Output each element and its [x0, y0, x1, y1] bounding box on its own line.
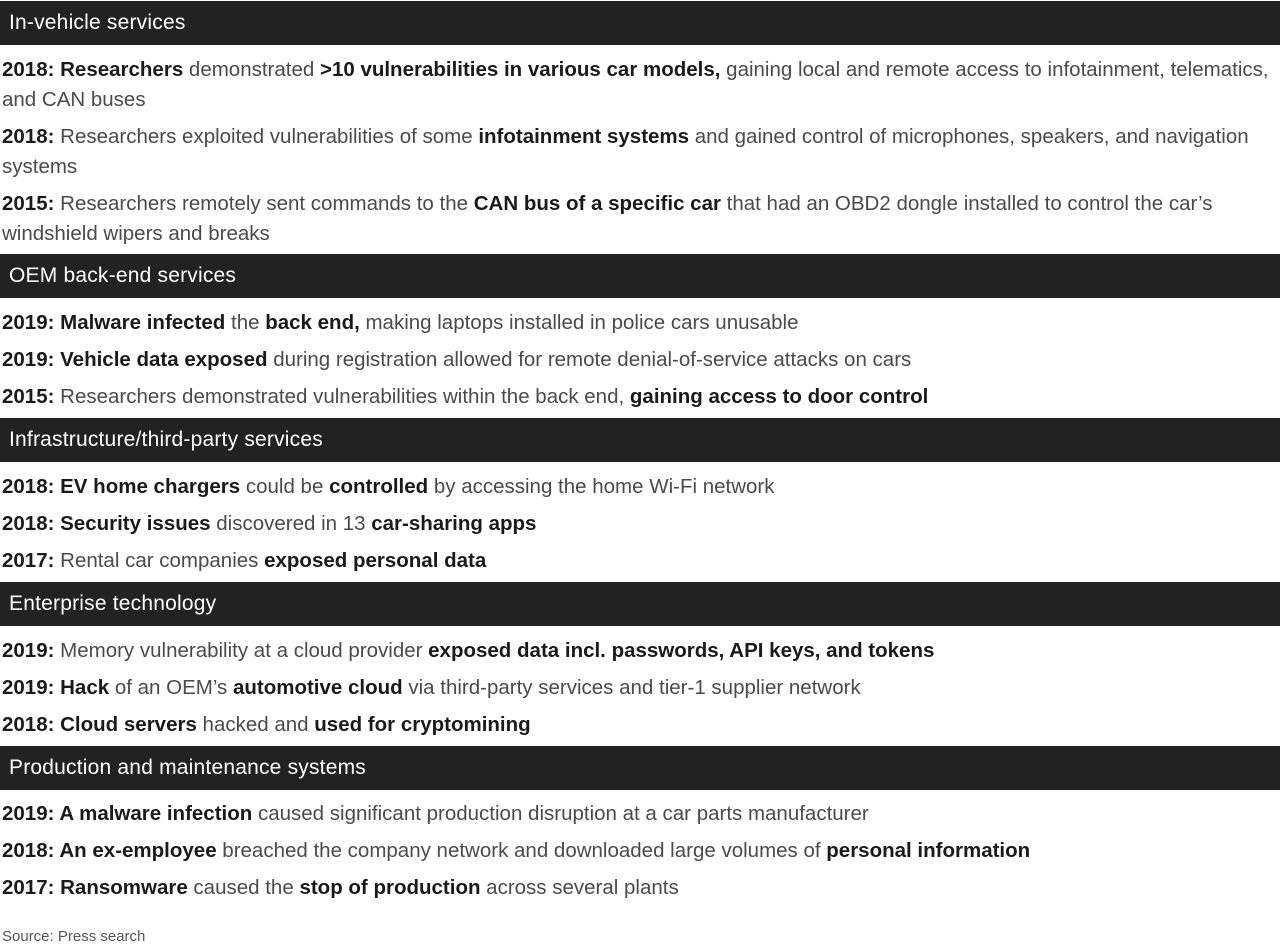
list-item	[2, 673, 1278, 703]
item-text: breached the company network and downloaded large volumes of	[216, 839, 827, 862]
list-item	[2, 189, 1278, 248]
item-text: demonstrated	[183, 58, 320, 81]
item-text-bold: 2015:	[2, 192, 55, 215]
item-text-bold: 2018: Cloud servers	[2, 713, 197, 736]
item-text-bold: CAN bus of a specific car	[473, 192, 721, 215]
item-text: Researchers exploited vulnerabilities of some	[54, 125, 479, 148]
item-text: the	[225, 311, 266, 334]
item-text-bold: >10 vulnerabilities in various car models,	[319, 58, 721, 81]
item-text: making laptops installed in police cars unusable	[359, 311, 799, 334]
item-text: by accessing the home Wi-Fi network	[428, 475, 775, 498]
list-item	[2, 308, 1278, 338]
source-note: Source: Press search	[2, 928, 146, 945]
item-text-bold: 2019: Hack	[2, 676, 110, 699]
item-text-bold: stop of production	[299, 876, 481, 899]
item-text-bold: car-sharing apps	[371, 512, 537, 535]
list-item	[2, 799, 1278, 829]
section-header-production: Production and maintenance systems	[0, 746, 1280, 790]
item-text-bold: gaining access to door control	[629, 385, 929, 408]
item-text-bold: exposed personal data	[264, 549, 487, 572]
item-text-bold: 2018: Researchers	[2, 58, 184, 81]
list-item	[2, 509, 1278, 539]
item-text-bold: controlled	[329, 475, 429, 498]
list-item	[2, 345, 1278, 375]
list-item	[2, 55, 1278, 114]
item-text: via third-party services and tier-1 supplier network	[402, 676, 861, 699]
section-header-oem-back-end: OEM back-end services	[0, 254, 1280, 298]
item-text: that had an OBD2 dongle installed to control the car’s windshield wipers and breaks	[2, 192, 1213, 245]
item-text: Memory vulnerability at a cloud provider	[54, 639, 429, 662]
item-text-bold: 2018: Security issues	[2, 512, 211, 535]
list-item	[2, 836, 1278, 866]
item-text-bold: 2019: Malware infected	[2, 311, 226, 334]
section-header-in-vehicle: In-vehicle services	[0, 1, 1280, 45]
item-text: gaining local and remote access to infotainment, telematics, and CAN buses	[2, 58, 1269, 111]
item-text: Rental car companies	[54, 549, 265, 572]
item-text-bold: personal information	[826, 839, 1031, 862]
section-header-enterprise: Enterprise technology	[0, 582, 1280, 626]
item-text: of an OEM’s	[109, 676, 233, 699]
list-item	[2, 472, 1278, 502]
item-text-bold: 2018: An ex-employee	[2, 839, 217, 862]
item-text-bold: 2019: A malware infection	[2, 802, 253, 825]
item-text-bold: 2019:	[2, 639, 55, 662]
item-text: caused significant production disruption at a car parts manufacturer	[252, 802, 869, 825]
item-text-bold: back end,	[265, 311, 360, 334]
item-text: and gained control of microphones, speakers, and navigation systems	[2, 125, 1249, 178]
list-item	[2, 382, 1278, 412]
item-text-bold: 2017:	[2, 549, 55, 572]
list-item	[2, 636, 1278, 666]
item-text: Researchers remotely sent commands to the	[54, 192, 474, 215]
list-item	[2, 122, 1278, 181]
item-text-bold: exposed data incl. passwords, API keys, and tokens	[428, 639, 935, 662]
item-text-bold: 2018: EV home chargers	[2, 475, 241, 498]
item-text: hacked and	[196, 713, 315, 736]
list-item	[2, 873, 1278, 903]
item-text-bold: 2019: Vehicle data exposed	[2, 348, 268, 371]
item-text-bold: used for cryptomining	[314, 713, 531, 736]
item-text-bold: 2017: Ransomware	[2, 876, 188, 899]
item-text: Researchers demonstrated vulnerabilities within the back end,	[54, 385, 630, 408]
item-text: could be	[240, 475, 330, 498]
item-text-bold: 2018:	[2, 125, 55, 148]
item-text: caused the	[187, 876, 300, 899]
item-text: discovered in 13	[210, 512, 372, 535]
item-text-bold: automotive cloud	[232, 676, 403, 699]
section-header-infrastructure: Infrastructure/third-party services	[0, 418, 1280, 462]
item-text: across several plants	[480, 876, 679, 899]
list-item	[2, 710, 1278, 740]
list-item	[2, 546, 1278, 576]
item-text-bold: 2015:	[2, 385, 55, 408]
item-text: during registration allowed for remote denial-of-service attacks on cars	[267, 348, 912, 371]
item-text-bold: infotainment systems	[478, 125, 690, 148]
